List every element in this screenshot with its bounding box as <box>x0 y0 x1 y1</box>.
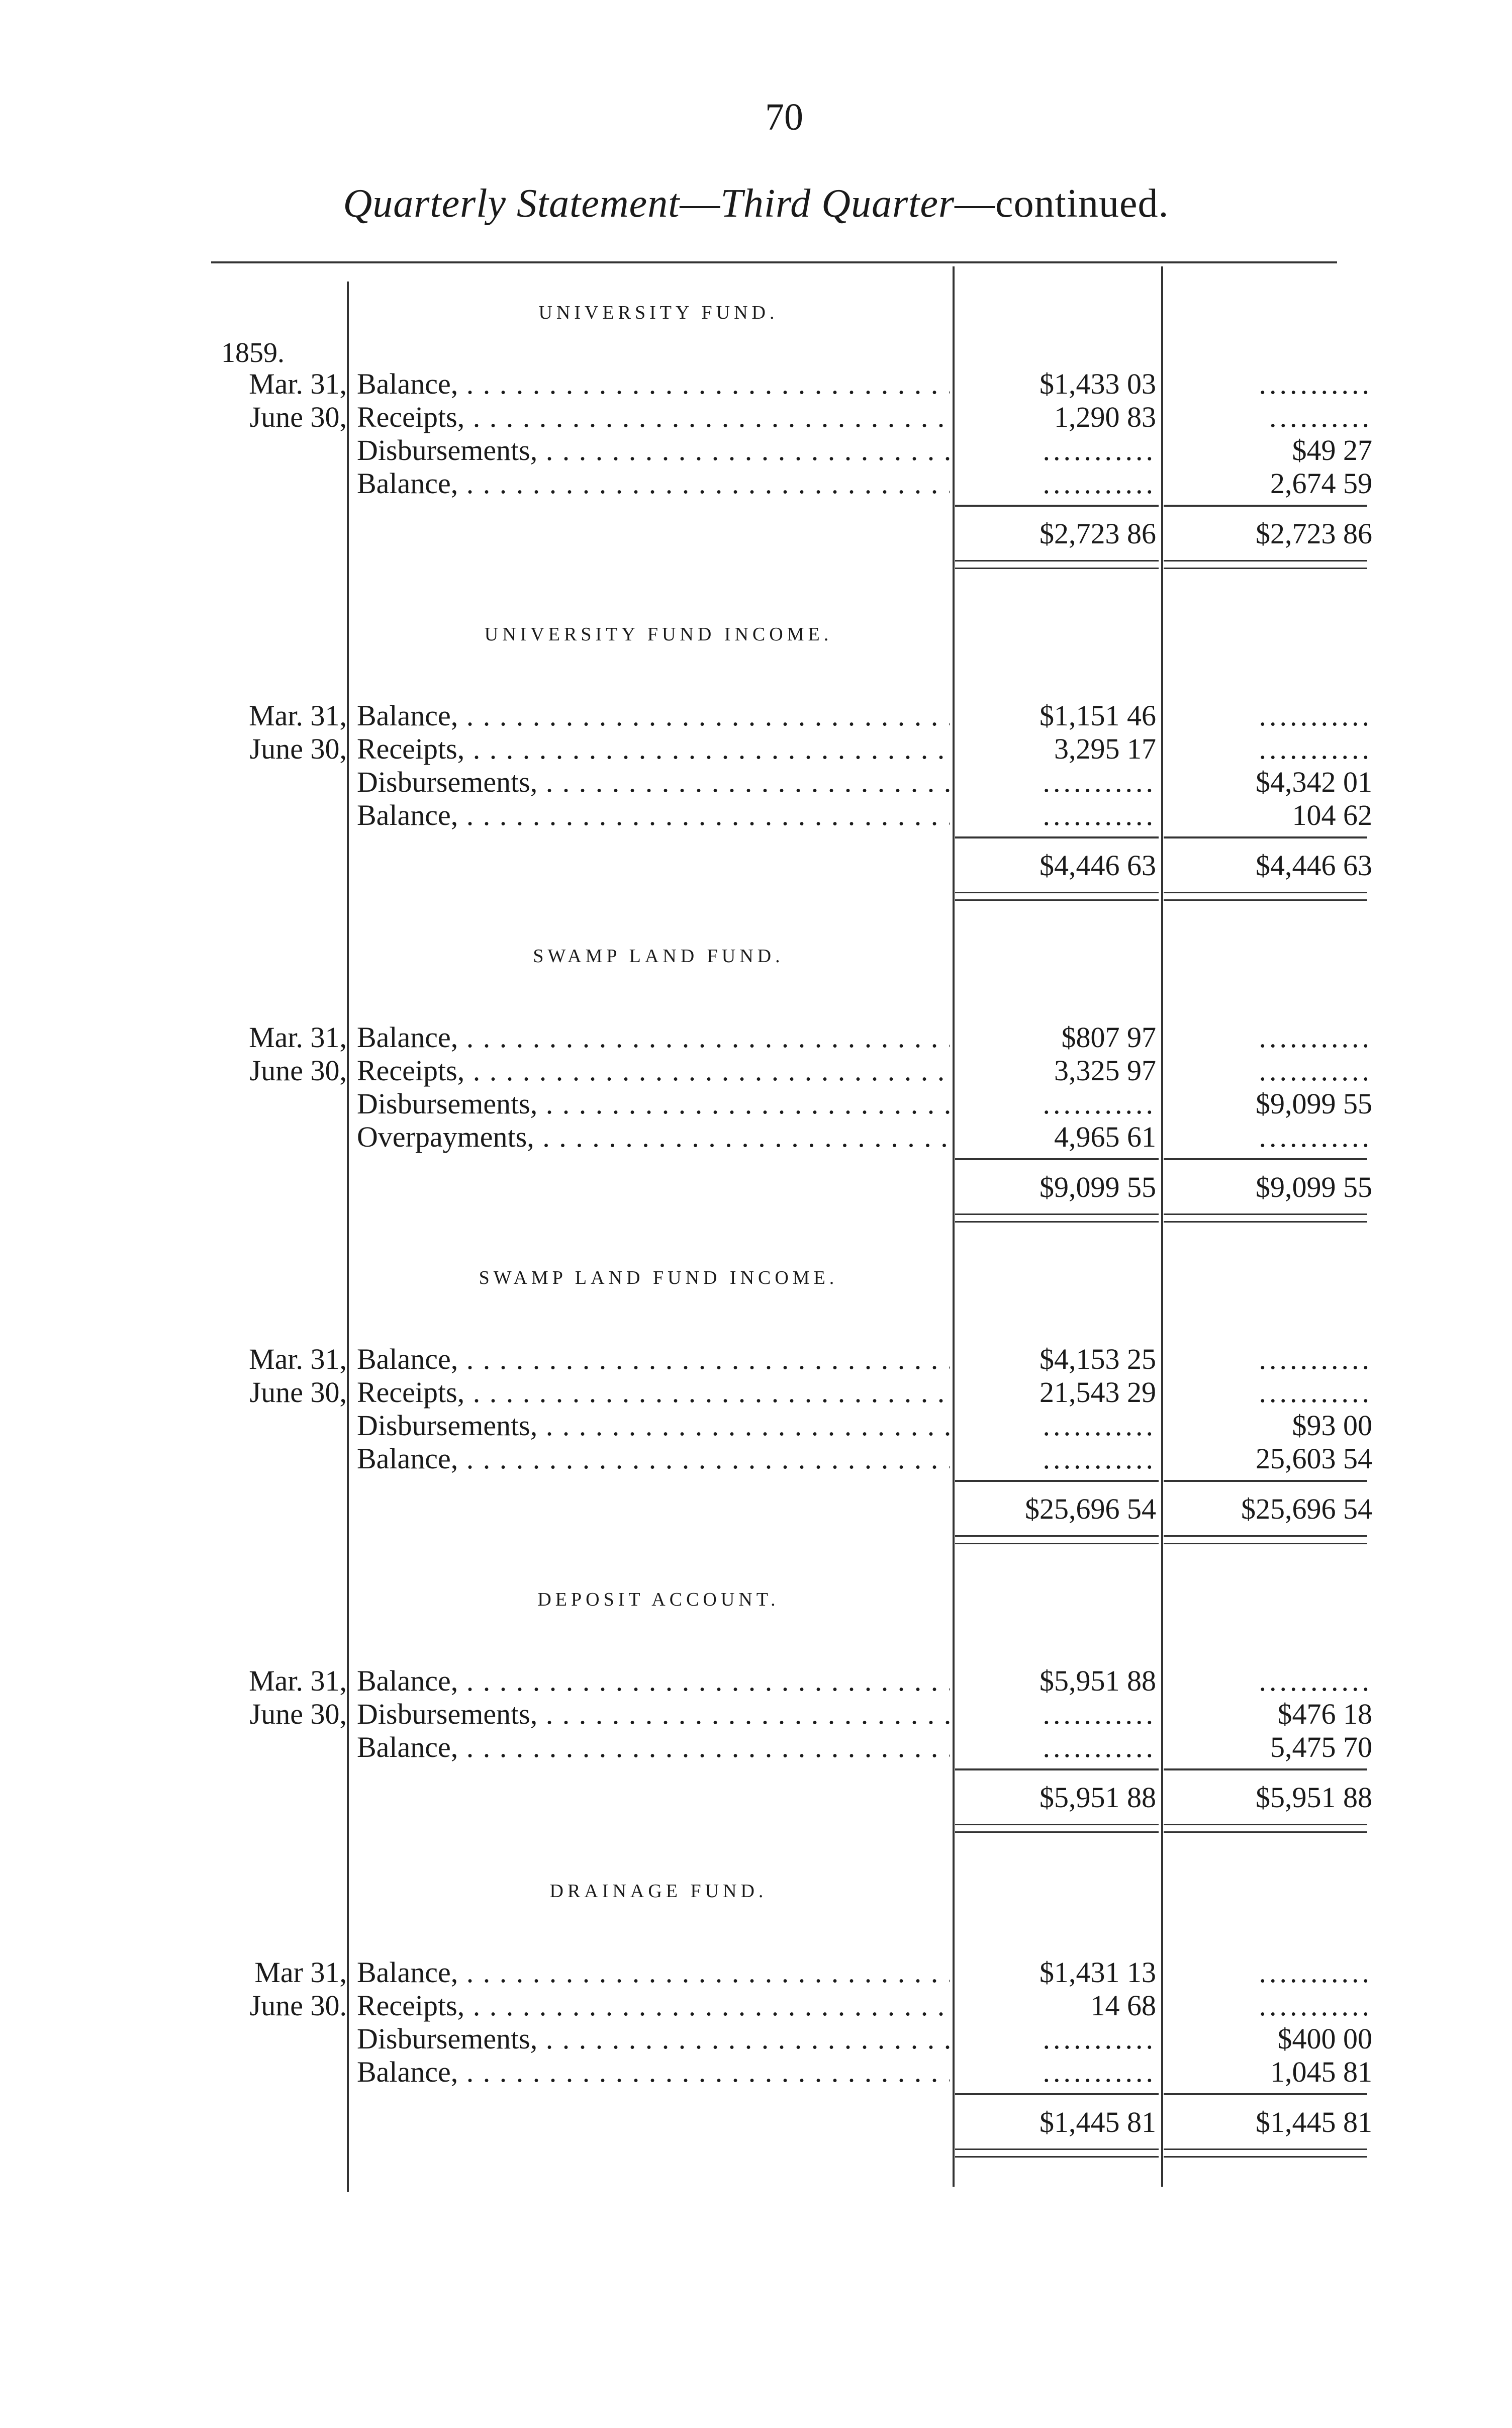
ledger-section <box>0 945 1512 1247</box>
entry-date: June 30, <box>249 1698 347 1730</box>
debit-amount: $5,951 88 <box>1040 1664 1156 1697</box>
credit-amount: 5,475 70 <box>1270 1731 1372 1763</box>
section-heading: SWAMP LAND FUND INCOME. <box>479 1267 838 1288</box>
ledger-row <box>0 1664 1512 1697</box>
debit-total: $1,445 81 <box>1040 2106 1156 2138</box>
credit-amount: $4,342 01 <box>1256 766 1372 798</box>
credit-amount: $93 00 <box>1292 1409 1372 1442</box>
credit-amount: $476 18 <box>1277 1698 1372 1730</box>
debit-double-rule <box>955 1213 1159 1223</box>
debit-amount: 1,290 83 <box>1054 401 1156 433</box>
year-label: 1859. <box>221 337 285 368</box>
debit-total-rule <box>955 836 1159 838</box>
ledger-row <box>0 699 1512 732</box>
credit-amount: ........... <box>1259 1664 1372 1697</box>
entry-description <box>357 1442 950 1475</box>
ledger-section <box>0 623 1512 925</box>
debit-amount: ........... <box>1043 434 1156 466</box>
entry-description-text: Receipts, <box>357 732 465 765</box>
credit-amount: 1,045 81 <box>1270 2056 1372 2088</box>
ledger-row <box>0 1054 1512 1087</box>
entry-date: Mar. 31, <box>249 367 347 400</box>
debit-amount: ........... <box>1043 2056 1156 2088</box>
entry-description-text: Balance, <box>357 1021 458 1054</box>
entry-description-text: Balance, <box>357 1343 458 1375</box>
entry-description <box>357 1697 950 1731</box>
ledger-row <box>0 1955 1512 1989</box>
entry-description <box>357 699 950 732</box>
debit-total-rule <box>955 1158 1159 1160</box>
title-part-continued: —continued. <box>955 181 1169 226</box>
ledger-section <box>0 1880 1512 2182</box>
entry-description <box>357 1989 950 2022</box>
debit-total: $9,099 55 <box>1040 1171 1156 1203</box>
entry-description <box>357 1120 950 1154</box>
entry-date: June 30, <box>249 401 347 433</box>
title-part-third-quarter: Third Quarter <box>720 181 955 226</box>
entry-description <box>357 400 950 434</box>
entry-date: Mar. 31, <box>249 699 347 732</box>
debit-total-rule <box>955 1480 1159 1482</box>
debit-double-rule <box>955 1824 1159 1833</box>
credit-total-rule <box>1164 505 1367 507</box>
ledger-row <box>0 1442 1512 1475</box>
debit-amount: ........... <box>1043 799 1156 831</box>
entry-description-text: Disbursements, <box>357 766 538 798</box>
total-row <box>0 1492 1512 1525</box>
ledger-row <box>0 732 1512 765</box>
title-part-quarterly-statement: Quarterly Statement <box>343 181 680 226</box>
entry-description-text: Balance, <box>357 799 458 831</box>
entry-description-text: Balance, <box>357 699 458 732</box>
ledger-row <box>0 1375 1512 1409</box>
ledger-row <box>0 400 1512 433</box>
debit-amount: $1,151 46 <box>1040 699 1156 732</box>
section-heading: DEPOSIT ACCOUNT. <box>537 1589 780 1610</box>
entry-description-text: Overpayments, <box>357 1120 534 1153</box>
ledger-section <box>0 1589 1512 1890</box>
section-heading: UNIVERSITY FUND INCOME. <box>484 624 833 645</box>
total-row <box>0 2105 1512 2138</box>
debit-amount: $1,431 13 <box>1040 1956 1156 1989</box>
section-heading: SWAMP LAND FUND. <box>533 946 784 967</box>
debit-total: $25,696 54 <box>1025 1492 1156 1525</box>
credit-total: $2,723 86 <box>1256 517 1372 550</box>
debit-amount: ........... <box>1043 1442 1156 1475</box>
entry-date: June 30. <box>249 1989 347 2022</box>
entry-description-text: Balance, <box>357 2056 458 2088</box>
entry-description-text: Balance, <box>357 1664 458 1697</box>
ledger-row <box>0 466 1512 500</box>
page-number: 70 <box>765 96 803 138</box>
title-dash: — <box>680 181 721 226</box>
credit-total: $5,951 88 <box>1256 1781 1372 1814</box>
entry-description <box>357 1087 950 1120</box>
entry-description <box>357 1342 950 1376</box>
entry-date: Mar. 31, <box>249 1021 347 1054</box>
debit-amount: ........... <box>1043 467 1156 500</box>
entry-description-text: Receipts, <box>357 1054 465 1087</box>
entry-description <box>357 732 950 766</box>
entry-description <box>357 2055 950 2089</box>
credit-double-rule <box>1164 1824 1367 1833</box>
debit-total-rule <box>955 1768 1159 1770</box>
credit-total: $1,445 81 <box>1256 2106 1372 2138</box>
entry-description-text: Disbursements, <box>357 2022 538 2055</box>
ledger-row <box>0 2055 1512 2088</box>
credit-double-rule <box>1164 1535 1367 1544</box>
debit-amount: ........... <box>1043 1731 1156 1763</box>
credit-amount: ........... <box>1259 1956 1372 1989</box>
entry-description <box>357 1664 950 1698</box>
entry-description <box>357 1409 950 1442</box>
debit-amount: ........... <box>1043 1409 1156 1442</box>
credit-double-rule <box>1164 892 1367 901</box>
entry-description <box>357 1020 950 1054</box>
debit-amount: 4,965 61 <box>1054 1120 1156 1153</box>
entry-date: Mar. 31, <box>249 1343 347 1375</box>
entry-description-text: Balance, <box>357 1442 458 1475</box>
ledger-section <box>0 1267 1512 1568</box>
credit-amount: ........... <box>1259 1054 1372 1087</box>
debit-amount: $4,153 25 <box>1040 1343 1156 1375</box>
credit-amount: 104 62 <box>1292 799 1372 831</box>
entry-description <box>357 1054 950 1087</box>
credit-amount: ........... <box>1259 1376 1372 1409</box>
credit-total-rule <box>1164 1158 1367 1160</box>
credit-total: $25,696 54 <box>1241 1492 1372 1525</box>
ledger-row <box>0 765 1512 798</box>
entry-description-text: Disbursements, <box>357 1409 538 1442</box>
credit-amount: $49 27 <box>1292 434 1372 466</box>
ledger-row <box>0 1989 1512 2022</box>
entry-description <box>357 1375 950 1409</box>
ledger-row <box>0 1409 1512 1442</box>
entry-description <box>357 798 950 832</box>
entry-description-text: Balance, <box>357 467 458 500</box>
entry-description <box>357 433 950 467</box>
debit-double-rule <box>955 2149 1159 2158</box>
credit-double-rule <box>1164 560 1367 569</box>
total-row <box>0 1170 1512 1203</box>
entry-description <box>357 1730 950 1764</box>
debit-double-rule <box>955 560 1159 569</box>
entry-description-text: Balance, <box>357 1956 458 1989</box>
section-heading: DRAINAGE FUND. <box>549 1881 768 1902</box>
ledger-row <box>0 1697 1512 1730</box>
ledger-row <box>0 1342 1512 1375</box>
entry-description-text: Receipts, <box>357 401 465 433</box>
section-heading: UNIVERSITY FUND. <box>538 302 779 323</box>
credit-amount: 25,603 54 <box>1256 1442 1372 1475</box>
debit-total-rule <box>955 505 1159 507</box>
ledger-row <box>0 1120 1512 1153</box>
entry-description-text: Disbursements, <box>357 1698 538 1730</box>
ledger-row <box>0 1020 1512 1054</box>
credit-total: $4,446 63 <box>1256 849 1372 882</box>
debit-total: $4,446 63 <box>1040 849 1156 882</box>
entry-description <box>357 765 950 799</box>
credit-total-rule <box>1164 836 1367 838</box>
debit-amount: $807 97 <box>1061 1021 1156 1054</box>
entry-date: June 30, <box>249 1376 347 1409</box>
credit-amount: 2,674 59 <box>1270 467 1372 500</box>
credit-amount: $9,099 55 <box>1256 1087 1372 1120</box>
credit-total: $9,099 55 <box>1256 1171 1372 1203</box>
total-row <box>0 849 1512 882</box>
ledger-row <box>0 2022 1512 2055</box>
credit-amount: ........... <box>1259 1343 1372 1375</box>
total-row <box>0 1781 1512 1814</box>
credit-amount: ........... <box>1259 732 1372 765</box>
debit-amount: 3,325 97 <box>1054 1054 1156 1087</box>
debit-amount: ........... <box>1043 1698 1156 1730</box>
ledger-section <box>0 302 1512 603</box>
entry-description-text: Balance, <box>357 1731 458 1763</box>
credit-total-rule <box>1164 2093 1367 2095</box>
debit-amount: ........... <box>1043 2022 1156 2055</box>
entry-description-text: Balance, <box>357 367 458 400</box>
entry-description-text: Receipts, <box>357 1376 465 1409</box>
entry-description-text: Receipts, <box>357 1989 465 2022</box>
entry-description-text: Disbursements, <box>357 1087 538 1120</box>
ledger-row <box>0 367 1512 400</box>
debit-amount: $1,433 03 <box>1040 367 1156 400</box>
entry-date: Mar. 31, <box>249 1664 347 1697</box>
debit-total: $5,951 88 <box>1040 1781 1156 1814</box>
credit-amount: ........... <box>1259 1021 1372 1054</box>
entry-date: June 30, <box>249 732 347 765</box>
entry-description <box>357 466 950 500</box>
credit-total-rule <box>1164 1480 1367 1482</box>
entry-description-text: Disbursements, <box>357 434 538 466</box>
credit-amount: ........... <box>1259 1989 1372 2022</box>
ledger-row <box>0 798 1512 831</box>
entry-date: Mar 31, <box>254 1956 347 1989</box>
credit-amount: ........... <box>1259 699 1372 732</box>
debit-amount: 21,543 29 <box>1040 1376 1156 1409</box>
credit-double-rule <box>1164 1213 1367 1223</box>
debit-total: $2,723 86 <box>1040 517 1156 550</box>
entry-date: June 30, <box>249 1054 347 1087</box>
credit-amount: ........... <box>1259 367 1372 400</box>
entry-description <box>357 1955 950 1989</box>
ledger-row <box>0 433 1512 466</box>
ledger-row <box>0 1087 1512 1120</box>
credit-amount: ........... <box>1259 1120 1372 1153</box>
debit-amount: 3,295 17 <box>1054 732 1156 765</box>
credit-amount: $400 00 <box>1277 2022 1372 2055</box>
debit-amount: 14 68 <box>1090 1989 1156 2022</box>
entry-description <box>357 2022 950 2056</box>
debit-total-rule <box>955 2093 1159 2095</box>
credit-total-rule <box>1164 1768 1367 1770</box>
debit-double-rule <box>955 1535 1159 1544</box>
entry-description <box>357 367 950 401</box>
credit-double-rule <box>1164 2149 1367 2158</box>
total-row <box>0 517 1512 550</box>
credit-amount: .......... <box>1269 401 1372 433</box>
ledger-row <box>0 1730 1512 1763</box>
debit-amount: ........... <box>1043 766 1156 798</box>
debit-amount: ........... <box>1043 1087 1156 1120</box>
debit-double-rule <box>955 892 1159 901</box>
